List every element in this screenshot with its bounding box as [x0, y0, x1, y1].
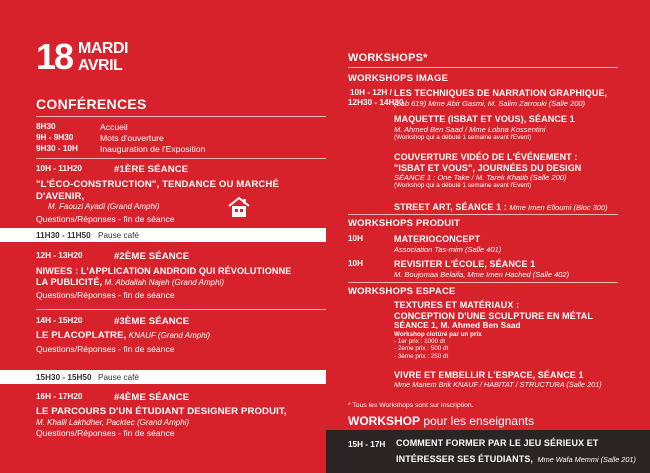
pause-band-2: 15H30 - 15H50 Pause café	[0, 370, 326, 384]
workshop-street-art: STREET ART, SÉANCE 1 : Mme Imen Elloumi (Bloc 300)	[394, 202, 608, 212]
divider	[348, 282, 618, 283]
date-weekday: MARDI	[78, 40, 128, 57]
conferences-divider	[36, 116, 326, 117]
divider	[348, 67, 618, 68]
workshop-couverture: COUVERTURE VIDÉO DE L'ÉVÉNEMENT : "ISBAT ET VOUS", JOURNÉES DU DESIGN SÉANCE 1 : One Take / M. Tarek Khatib (Salle 200) (Workshop qui a débuté 1 semaine avant l'Event)	[394, 152, 582, 190]
workshop-textures: TEXTURES ET MATÉRIAUX : CONCEPTION D'UNE SCULPTURE EN MÉTAL SÉANCE 1, M. Ahmed Ben Saad Workshop clotûré par un prix - 1er prix : 1000 dt - 2ème prix : 500 dt - 3ème prix : 250 dt	[394, 300, 593, 360]
workshops-produit-heading: WORKSHOPS PRODUIT	[348, 218, 461, 229]
seance-2: 12H - 13H20 #2ÈME SÉANCE NIWEES : L'APPLICATION ANDROID QUI RÉVOLUTIONNE LA PUBLICITÉ, M. Abdallah Najeh (Grand Amphi) Questions/Réponses - fin de séance	[36, 251, 292, 300]
workshops-footnote: * Tous les Workshops sont sur inscription.	[348, 402, 474, 409]
house-icon	[226, 196, 250, 218]
divider	[36, 309, 326, 310]
conferences-heading: CONFÉRENCES	[36, 96, 147, 112]
divider	[348, 214, 618, 215]
workshop-revisiter: 10H REVISITER L'ÉCOLE, SÉANCE 1 M. Boujomaa Belaifa, Mme Imen Hached (Salle 402)	[348, 259, 570, 279]
seance-4: 16H - 17H20 #4ÈME SÉANCE LE PARCOURS D'UN ÉTUDIANT DESIGNER PRODUIT, M. Khalil Lakhdher, Packtec (Grand Amphi) Questions/Réponses - fin de séance	[36, 392, 287, 439]
workshops-espace-heading: WORKSHOPS ESPACE	[348, 286, 456, 297]
workshops-heading: WORKSHOPS*	[348, 52, 428, 64]
workshop-vivre: VIVRE ET EMBELLIR L'ESPACE, SÉANCE 1 Mme Mariem Brik KNAUF / HABITAT / STRUCTURA (Salle 201)	[394, 370, 602, 389]
seance-1: 10H - 11H20 #1ÈRE SÉANCE "L'ÉCO-CONSTRUCTION", TENDANCE OU MARCHÉ D'AVENIR, M. Faouzi Ayadi (Grand Amphi) Questions/Réponses - fin de séance	[36, 164, 279, 224]
workshops-image-times: 10H - 12H / 12H30 - 14H30	[348, 88, 404, 107]
seance-3: 14H - 15H20 #3ÈME SÉANCE LE PLACOPLATRE, KNAUF (Grand Amphi) Questions/Réponses - fin de séance	[36, 316, 211, 354]
date-block	[36, 38, 146, 80]
workshops-image-heading: WORKSHOPS IMAGE	[348, 73, 449, 84]
date-month: AVRIL	[78, 57, 123, 74]
date-day: 18	[36, 36, 73, 77]
workshop-narration: LES TECHNIQUES DE NARRATION GRAPHIQUE, (Lab 619) Mme Abir Gasmi, M. Salim Zarrouki (Salle 200)	[394, 88, 608, 108]
workshop-maquette: MAQUETTE (ISBAT ET VOUS), SÉANCE 1 M. Ahmed Ben Saad / Mme Lobna Kossentini (Workshop qui a débuté 1 semaine avant l'Event)	[394, 114, 575, 141]
pause-band-1: 11H30 - 11H50 Pause café	[0, 228, 326, 242]
workshop-enseignants-band: 15H - 17H COMMENT FORMER PAR LE JEU SÉRIEUX ET INTÉRESSER SES ÉTUDIANTS, Mme Wafa Memmi (Salle 201)	[326, 430, 650, 473]
workshop-enseignants-heading: WORKSHOP pour les enseignants	[348, 414, 535, 428]
divider	[36, 158, 326, 159]
workshop-materioconcept: 10H MATERIOCONCEPT Association Tas-mim (Salle 401)	[348, 234, 502, 254]
intro-row: 8H30 Accueil 9H - 9H30 Mots d'ouverture 9H30 - 10H Inauguration de l'Exposition	[36, 122, 206, 154]
